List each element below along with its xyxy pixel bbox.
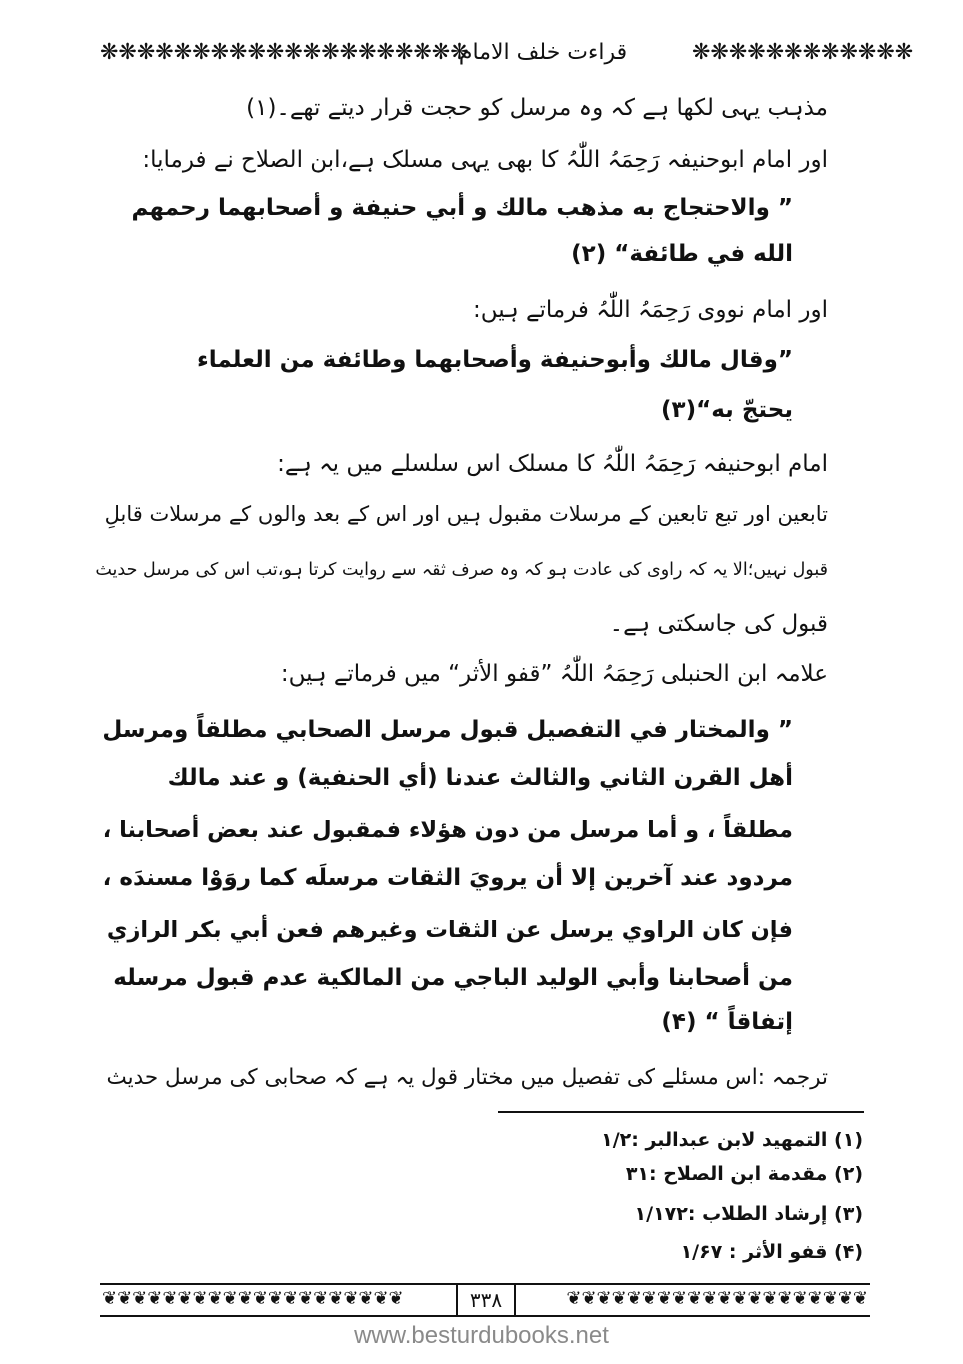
body-line-7: قبول کی جاسکتی ہے۔: [609, 611, 828, 637]
quote-line-10: من أصحابنا وأبي الوليد الباجي من المالكية عدم قبول مرسله: [113, 965, 793, 991]
quote-line-2: الله في طائفة“ (۲): [571, 241, 793, 267]
running-title: قراءت خلف الامام: [458, 40, 628, 65]
page-header: [100, 36, 914, 70]
body-line-3: اور امام نووی رَحِمَہُ اللّٰہُ فرماتے ہیں:: [473, 297, 828, 323]
footer-ornament-right: ❦❦❦❦❦❦❦❦❦❦❦❦❦❦❦❦❦❦❦❦: [566, 1288, 868, 1309]
footer-ornament-left: ❦❦❦❦❦❦❦❦❦❦❦❦❦❦❦❦❦❦❦❦: [102, 1288, 404, 1309]
body-line-2: اور امام ابوحنیفہ رَحِمَہُ اللّٰہُ کا بھی یہی مسلک ہے،ابن الصلاح نے فرمایا:: [142, 147, 828, 173]
footnote-3: (۳) إرشاد الطلاب :۱/۱۷۲: [634, 1203, 863, 1225]
body-line-8: علامہ ابن الحنبلی رَحِمَہُ اللّٰہُ ”قفو الأثر“ میں فرماتے ہیں:: [280, 661, 828, 687]
footnote-1: (۱) التمهيد لابن عبدالبر :۱/۲: [601, 1129, 863, 1151]
quote-line-3: ”وقال مالك وأبوحنيفة وأصحابهما وطائفة من العلماء: [196, 347, 793, 373]
body-line-4: امام ابوحنیفہ رَحِمَہُ اللّٰہُ کا مسلک اس سلسلے میں یہ ہے:: [277, 451, 828, 477]
quote-line-6: أهل القرن الثاني والثالث عندنا (أي الحنفية) و عند مالك: [167, 765, 793, 791]
footnote-4: (۴) قفو الأثر : ۱/۶۷: [680, 1241, 863, 1263]
quote-line-1: ” والاحتجاج به مذهب مالك و أبي حنيفة و أصحابهما رحمهم: [131, 195, 793, 221]
body-line-1: مذہب یہی لکھا ہے کہ وہ مرسل کو حجت قرار دیتے تھے۔(۱): [246, 95, 828, 121]
page-number: ۳۳۸: [456, 1285, 516, 1315]
body-line-6: قبول نہیں؛الا یہ کہ راوی کی عادت ہو کہ وہ صرف ثقہ سے روایت کرتا ہو،تب اس کی مرسل حدیث: [95, 560, 828, 580]
watermark-url: www.besturdubooks.net: [354, 1322, 609, 1349]
footnote-divider: [498, 1111, 864, 1113]
header-ornament-right: ❋❋❋❋❋❋❋❋❋❋❋❋: [692, 40, 914, 65]
page-footer: [100, 1283, 870, 1317]
quote-line-11: إتفاقاً “ (۴): [661, 1009, 793, 1035]
quote-line-4: يحتجّ به“(۳): [661, 397, 793, 423]
quote-line-7: مطلقاً ، و أما مرسل من دون هؤلاء فمقبول عند بعض أصحابنا ،: [102, 817, 793, 843]
translation-line: ترجمہ :اس مسئلے کی تفصیل میں مختار قول یہ ہے کہ صحابی کی مرسل حدیث: [106, 1065, 828, 1090]
footnote-2: (۲) مقدمة ابن الصلاح :۳۱: [625, 1163, 863, 1185]
body-line-5: تابعین اور تبع تابعین کے مرسلات مقبول ہیں اور اس کے بعد والوں کے مرسلات قابلِ: [104, 502, 828, 526]
quote-line-8: مردود عند آخرين إلا أن يرويَ الثقات مرسلَه كما روَوْا مسندَه ،: [102, 865, 793, 891]
header-ornament-left: ❋❋❋❋❋❋❋❋❋❋❋❋❋❋❋❋❋❋❋❋: [100, 40, 469, 65]
quote-line-5: ” والمختار في التفصيل قبول مرسل الصحابي مطلقاً ومرسل: [102, 717, 793, 743]
quote-line-9: فإن كان الراوي يرسل عن الثقات وغيرهم فعن أبي بكر الرازي: [106, 917, 793, 943]
